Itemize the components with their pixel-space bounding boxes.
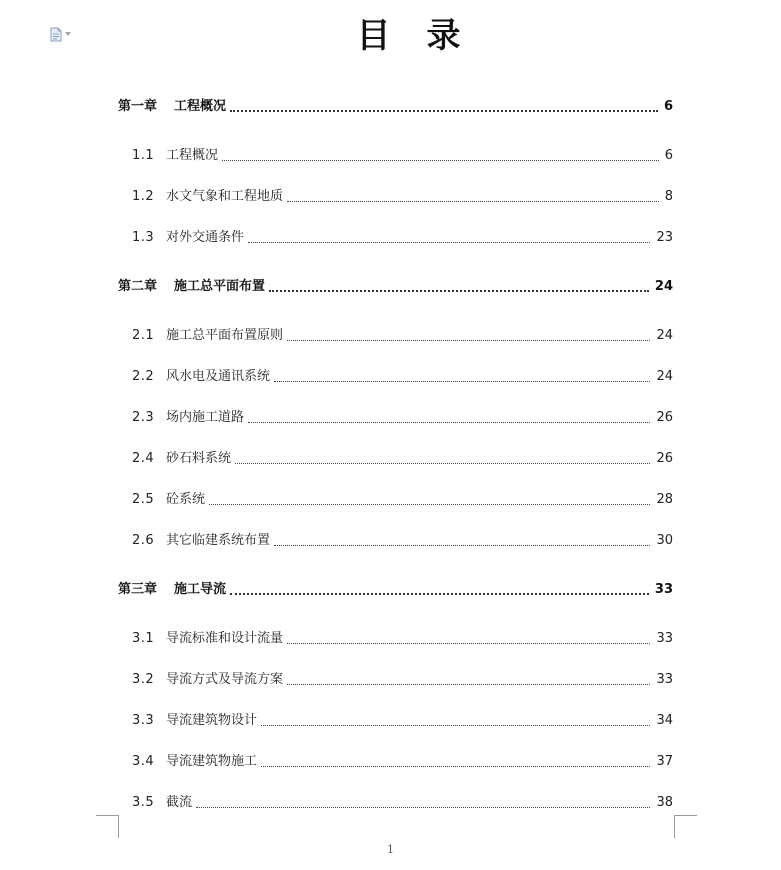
toc-entry-title: 工程概况 [166,148,219,163]
toc-entry-number: 2.4 [132,451,155,466]
toc-entry-number: 第三章 [118,582,158,597]
toc-dot-leader [235,462,650,464]
toc-section-entry[interactable] [132,226,673,246]
toc-section-entry[interactable] [132,668,673,688]
page-title: 目录 [356,16,497,56]
toc-section-entry[interactable] [132,447,673,467]
toc-entry-number: 3.2 [132,672,155,687]
toc-entry-page: 34 [656,713,673,728]
toc-dot-leader [261,765,650,767]
margin-corner-left [96,815,119,838]
toc-entry-title: 导流标准和设计流量 [166,631,284,646]
toc-section-entry[interactable] [132,185,673,205]
toc-entry-page: 26 [656,410,673,425]
toc-entry-page: 24 [654,279,673,294]
toc-dot-leader [209,503,650,505]
toc-entry-page: 8 [664,189,673,204]
toc-dot-leader [248,421,650,423]
toc-entry-number: 3.5 [132,795,155,810]
toc-dot-leader [230,592,649,595]
toc-entry-page: 28 [656,492,673,507]
toc-entry-title: 导流建筑物设计 [166,713,258,728]
toc-dot-leader [274,380,650,382]
toc-entry-number: 2.5 [132,492,155,507]
toc-entry-number: 1.2 [132,189,155,204]
toc-entry-number: 2.2 [132,369,155,384]
toc-dot-leader [230,109,658,112]
toc-entry-page: 30 [656,533,673,548]
toc-dot-leader [196,806,650,808]
toc-entry-page: 37 [656,754,673,769]
toc-entry-title: 导流方式及导流方案 [166,672,284,687]
toc-dot-leader [261,724,650,726]
toc-section-entry[interactable] [132,529,673,549]
toc-entry-title: 施工导流 [174,582,227,597]
toc-section-entry[interactable] [132,324,673,344]
toc-section-entry[interactable] [132,488,673,508]
toc-section-entry[interactable] [132,627,673,647]
toc-entry-page: 24 [656,328,673,343]
toc-entry-number: 3.1 [132,631,155,646]
toc-entry-number: 3.4 [132,754,155,769]
toc-dot-leader [222,159,659,161]
toc-entry-title: 施工总平面布置 [174,279,266,294]
margin-corner-right [674,815,697,838]
toc-entry-page: 23 [656,230,673,245]
toc-section-entry[interactable] [132,750,673,770]
toc-entry-page: 33 [654,582,673,597]
page-number: 1 [387,843,394,856]
toc-chapter-entry[interactable] [118,275,673,295]
toc-entry-title: 水文气象和工程地质 [166,189,284,204]
toc-dot-leader [287,339,650,341]
toc-entry-number: 3.3 [132,713,155,728]
toc-entry-page: 24 [656,369,673,384]
toc-entry-number: 1.3 [132,230,155,245]
toc-section-entry[interactable] [132,365,673,385]
toc-dot-leader [269,289,649,292]
toc-dot-leader [287,642,650,644]
toc-entry-title: 砼系统 [166,492,206,507]
toc-entry-title: 施工总平面布置原则 [166,328,284,343]
toc-entry-title: 对外交通条件 [166,230,245,245]
toc-entry-title: 工程概况 [174,99,227,114]
toc-dot-leader [248,241,650,243]
toc-dot-leader [274,544,650,546]
toc-dot-leader [287,200,659,202]
toc-entry-title: 风水电及通讯系统 [166,369,271,384]
toc-entry-page: 33 [656,631,673,646]
toc-dot-leader [287,683,650,685]
toc-entry-title: 砂石料系统 [166,451,232,466]
toc-entry-page: 38 [656,795,673,810]
toc-entry-number: 2.1 [132,328,155,343]
toc-section-entry[interactable] [132,144,673,164]
toc-entry-number: 第一章 [118,99,158,114]
toc-chapter-entry[interactable] [118,95,673,115]
toc-entry-page: 33 [656,672,673,687]
toc-chapter-entry[interactable] [118,578,673,598]
toc-entry-title: 场内施工道路 [166,410,245,425]
toc-entry-title: 导流建筑物施工 [166,754,258,769]
toc-entry-number: 2.6 [132,533,155,548]
toc-entry-page: 26 [656,451,673,466]
toc-entry-number: 2.3 [132,410,155,425]
toc-entry-title: 截流 [166,795,193,810]
toc-entry-page: 6 [663,99,673,114]
toc-section-entry[interactable] [132,406,673,426]
toc-section-entry[interactable] [132,709,673,729]
toc-section-entry[interactable] [132,791,673,811]
toc-entry-number: 1.1 [132,148,155,163]
toc-entry-number: 第二章 [118,279,158,294]
toc-entry-title: 其它临建系统布置 [166,533,271,548]
toc-entry-page: 6 [664,148,673,163]
